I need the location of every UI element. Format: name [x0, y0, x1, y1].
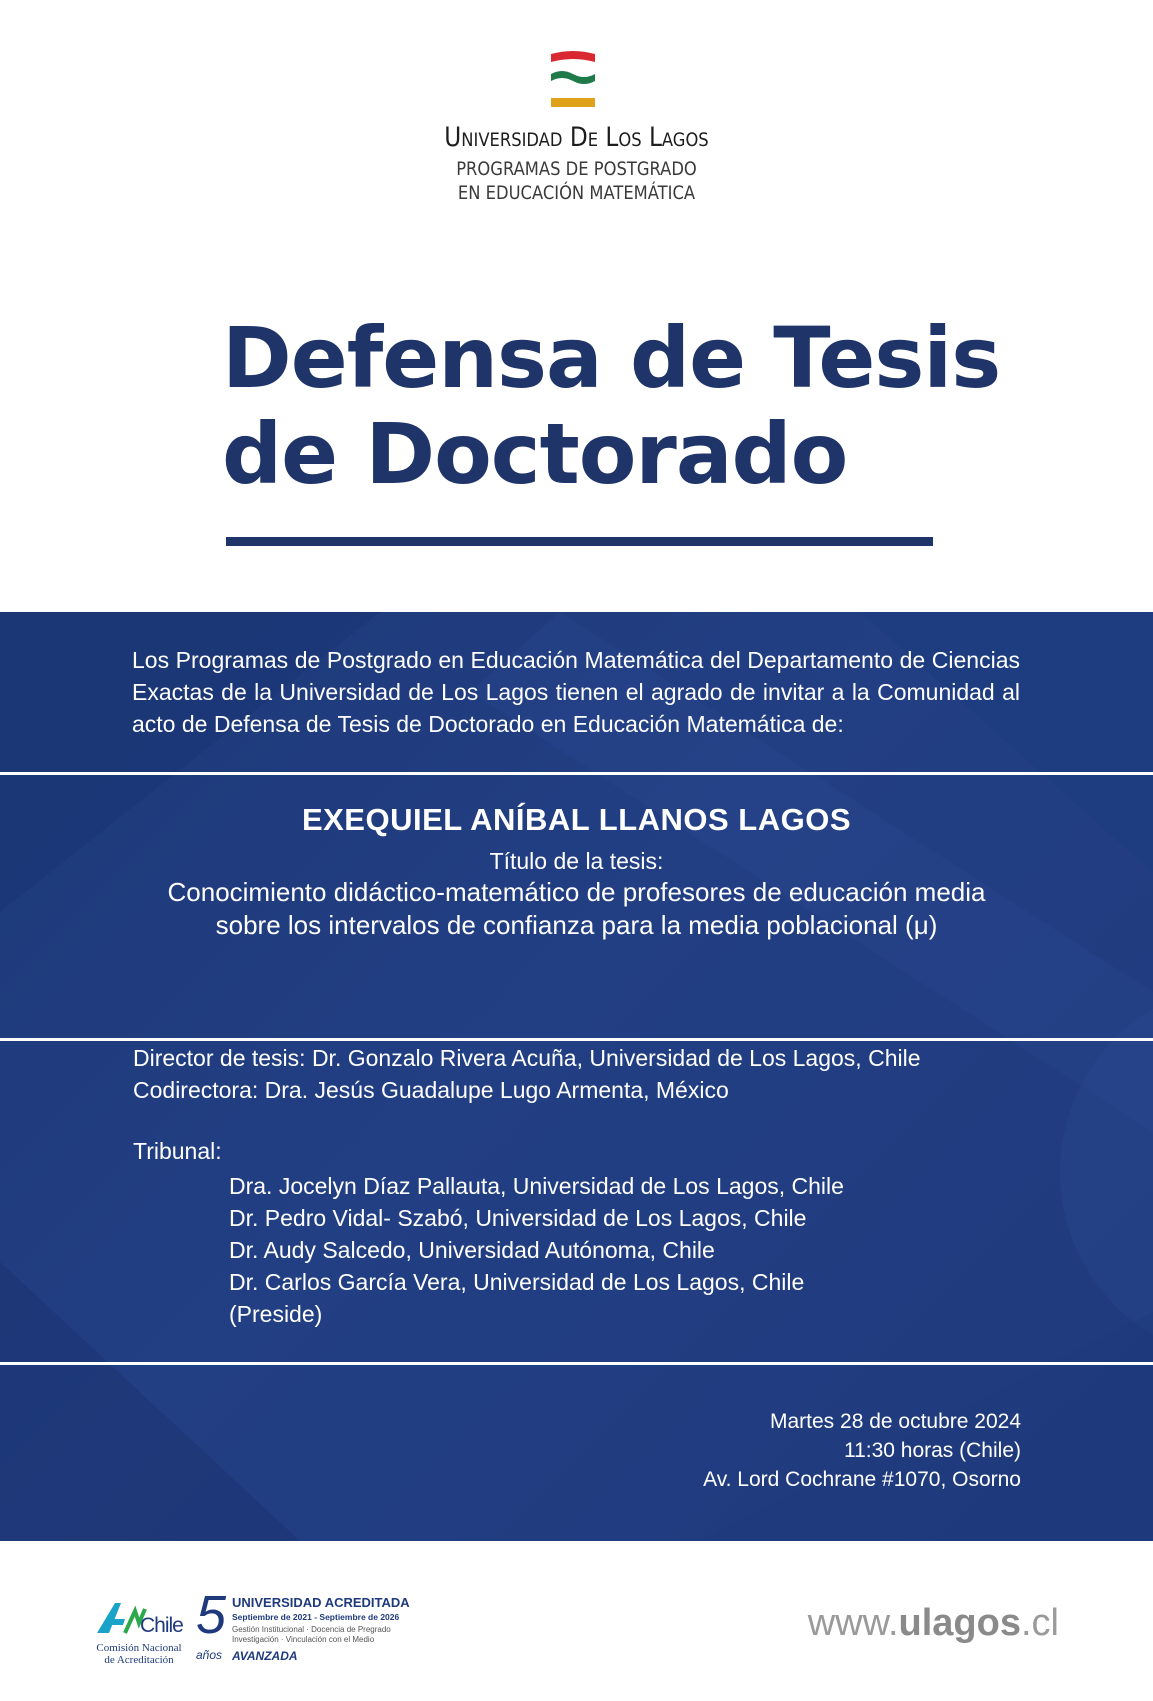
url-brand: ulagos	[898, 1602, 1021, 1644]
director-line: Director de tesis: Dr. Gonzalo Rivera Acuña, Universidad de Los Lagos, Chile	[133, 1045, 921, 1071]
title-line-2: de Doctorado	[222, 405, 848, 503]
accreditation-areas	[232, 1625, 391, 1645]
cna-subtitle-line-2: de Acreditación	[104, 1654, 174, 1666]
accreditation-period: Septiembre de 2021 - Septiembre de 2026	[232, 1612, 400, 1622]
university-name: Universidad De Los Lagos	[444, 122, 709, 153]
tribunal-label: Tribunal:	[133, 1138, 222, 1164]
url-suffix: .cl	[1021, 1602, 1059, 1644]
cna-brand: Chile	[140, 1614, 183, 1637]
accreditation-areas-1: Gestión Institucional · Docencia de Pregrado	[232, 1625, 391, 1634]
cna-subtitle-line-1: Comisión Nacional	[96, 1642, 182, 1654]
cna-subtitle	[94, 1642, 184, 1666]
thesis-title-line-2: sobre los intervalos de confianza para la media poblacional (μ)	[215, 910, 938, 940]
divider-3	[0, 1362, 1153, 1365]
thesis-label: Título de la tesis:	[489, 848, 664, 874]
program-line-1: PROGRAMAS DE POSTGRADO	[456, 158, 697, 180]
years-word: años	[196, 1648, 223, 1662]
tribunal-member-note: (Preside)	[229, 1301, 323, 1327]
tribunal-list	[229, 1170, 844, 1330]
accreditation-areas-2: Investigación · Vinculación con el Medio	[232, 1635, 375, 1644]
tribunal-member: Dr. Pedro Vidal- Szabó, Universidad de Los Lagos, Chile	[229, 1205, 807, 1231]
page-title	[222, 310, 1000, 502]
event-time: 11:30 horas (Chile)	[843, 1439, 1021, 1462]
url-prefix: www.	[807, 1602, 899, 1644]
title-line-1: Defensa de Tesis	[222, 309, 1001, 407]
codirector-line: Codirectora: Dra. Jesús Guadalupe Lugo Armenta, México	[133, 1077, 729, 1103]
website-link[interactable]	[808, 1602, 1059, 1645]
tribunal-member: Dr. Audy Salcedo, Universidad Autónoma, Chile	[229, 1237, 715, 1263]
supervision-block	[133, 1042, 921, 1106]
university-logo-icon	[549, 50, 597, 112]
program-line-2: EN EDUCACIÓN MATEMÁTICA	[457, 182, 696, 204]
accreditation-level: AVANZADA	[232, 1649, 298, 1663]
tribunal-member: Dr. Carlos García Vera, Universidad de Los Lagos, Chile	[229, 1269, 805, 1295]
accreditation-title: UNIVERSIDAD ACREDITADA	[232, 1595, 410, 1610]
event-date: Martes 28 de octubre 2024	[770, 1410, 1021, 1433]
intro-paragraph: Los Programas de Postgrado en Educación Matemática del Departamento de Ciencias Exactas de la Universidad de Los Lagos tienen el agrado de invitar a la Comunidad al acto de Defensa de Tesis de Doctorado en Educación Matemática de:	[132, 647, 1020, 737]
event-place: Av. Lord Cochrane #1070, Osorno	[703, 1468, 1021, 1491]
title-underline	[226, 537, 933, 546]
thesis-title	[120, 876, 1033, 942]
tribunal-member: Dra. Jocelyn Díaz Pallauta, Universidad de Los Lagos, Chile	[229, 1173, 844, 1199]
candidate-name: EXEQUIEL ANÍBAL LLANOS LAGOS	[301, 802, 852, 837]
divider-2	[0, 1038, 1153, 1041]
divider-1	[0, 772, 1153, 775]
header	[0, 0, 1153, 612]
thesis-title-line-1: Conocimiento didáctico-matemático de profesores de educación media	[167, 877, 986, 907]
event-details	[703, 1407, 1021, 1494]
years-number: 5	[196, 1585, 227, 1645]
